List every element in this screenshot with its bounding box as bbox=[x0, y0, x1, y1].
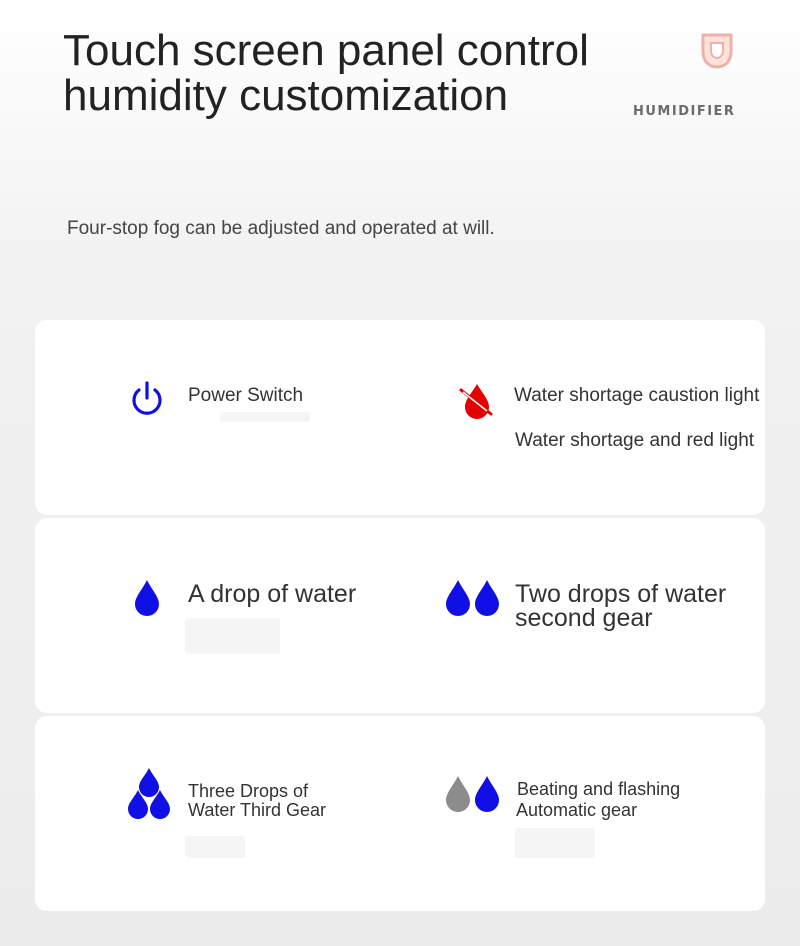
faded-caption bbox=[185, 836, 245, 858]
auto-gear-label-line-2: Automatic gear bbox=[516, 800, 638, 820]
water-shortage-description: Water shortage and red light bbox=[515, 430, 755, 451]
water-shortage-drop-icon bbox=[457, 380, 497, 420]
water-shortage-label: Water shortage caustion light bbox=[514, 385, 760, 406]
brand-name: HUMIDIFIER bbox=[633, 104, 736, 119]
power-icon bbox=[129, 380, 165, 418]
feature-card-low-mid bbox=[35, 518, 765, 713]
one-drop-label: A drop of water bbox=[188, 580, 357, 608]
three-drops-icon bbox=[127, 766, 171, 822]
power-switch-label: Power Switch bbox=[188, 385, 304, 406]
faded-caption bbox=[185, 618, 280, 654]
title-line-2: humidity customization bbox=[63, 71, 509, 120]
humidifier-logo-icon bbox=[700, 32, 734, 70]
three-drops-label-line-2: Water Third Gear bbox=[188, 800, 327, 820]
faded-caption bbox=[515, 828, 595, 858]
page-subtitle: Four-stop fog can be adjusted and operated at will. bbox=[67, 218, 495, 239]
three-drops-label-line-1: Three Drops of bbox=[188, 781, 309, 801]
page-title bbox=[63, 28, 589, 118]
feature-card-high-auto bbox=[35, 716, 765, 911]
auto-gear-drops-icon bbox=[444, 774, 502, 814]
two-drops-icon bbox=[444, 578, 502, 618]
feature-card-power bbox=[35, 320, 765, 515]
title-line-1: Touch screen panel control bbox=[63, 26, 589, 75]
two-drops-label-line-1: Two drops of water bbox=[515, 580, 727, 608]
one-drop-icon bbox=[133, 578, 161, 618]
faded-caption bbox=[220, 412, 310, 422]
two-drops-label-line-2: second gear bbox=[515, 604, 653, 632]
auto-gear-label-line-1: Beating and flashing bbox=[517, 779, 681, 799]
